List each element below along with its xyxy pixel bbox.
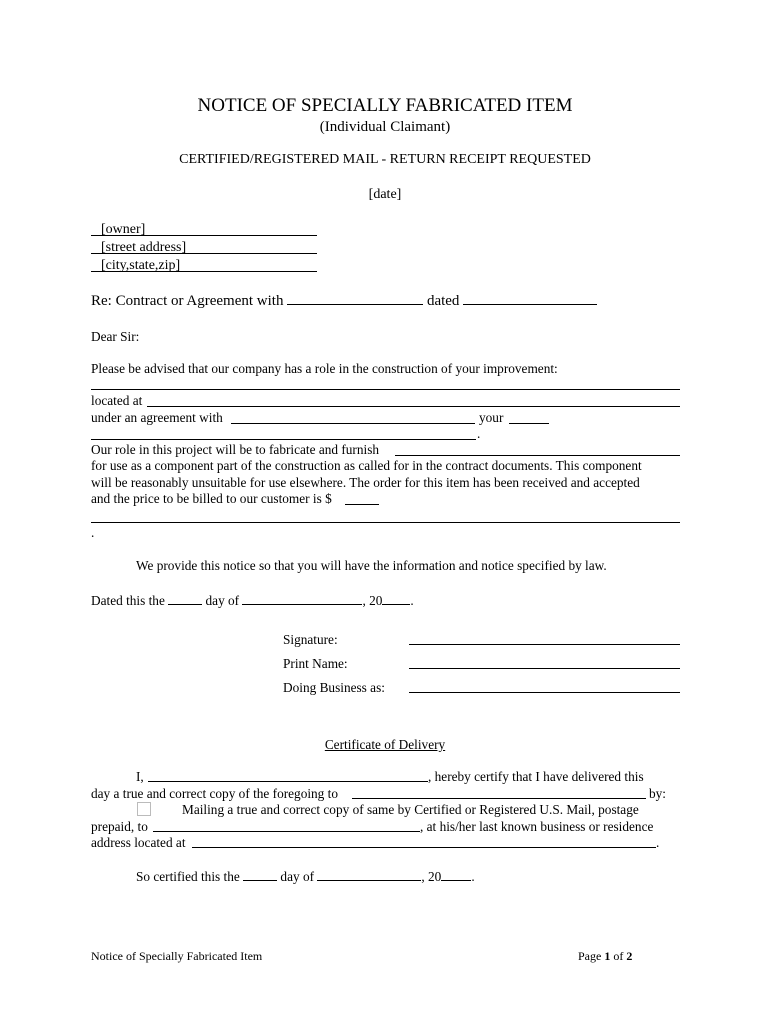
your-label: your: [479, 410, 504, 425]
cert-prepaid-line[interactable]: [153, 831, 420, 832]
your-role-line[interactable]: [509, 423, 549, 424]
agreement-party-line[interactable]: [231, 423, 475, 424]
terms-period: .: [91, 525, 95, 540]
cert-hereby-text: , hereby certify that I have delivered this: [428, 769, 644, 784]
contract-date-blank[interactable]: [463, 292, 597, 305]
unsuitable-text: will be reasonably unsuitable for use elsewhere. The order for this item has been received and accepted: [91, 475, 640, 490]
located-at-label: located at: [91, 393, 143, 408]
dated-year-prefix: , 20: [362, 593, 383, 608]
city-state-zip-field[interactable]: [city,state,zip]: [101, 258, 181, 273]
cert-address-period: .: [656, 835, 660, 850]
page-label: Page: [578, 949, 602, 963]
agreement-continuation-line[interactable]: [91, 439, 476, 440]
cert-name-line[interactable]: [148, 781, 428, 782]
salutation: Dear Sir:: [91, 329, 140, 344]
fabricated-item-line[interactable]: [395, 455, 680, 456]
owner-field[interactable]: [owner]: [101, 222, 146, 237]
cert-address-label: address located at: [91, 835, 186, 850]
notice-paragraph: We provide this notice so that you will have the information and notice specified by law.: [136, 558, 607, 573]
cert-year-blank[interactable]: [441, 868, 471, 881]
dated-year-suffix: .: [410, 593, 414, 608]
print-name-line[interactable]: [409, 668, 680, 669]
cert-day-blank[interactable]: [243, 868, 277, 881]
page-total: 2: [626, 949, 633, 963]
price-text: and the price to be billed to our customer is $: [91, 491, 332, 506]
dba-label: Doing Business as:: [283, 680, 385, 695]
dba-line[interactable]: [409, 692, 680, 693]
dated-line: [91, 592, 414, 609]
re-line-prefix: Re: Contract or Agreement with: [91, 293, 284, 309]
under-agreement-label: under an agreement with: [91, 410, 223, 425]
page-indicator: [578, 949, 632, 963]
document-title: NOTICE OF SPECIALLY FABRICATED ITEM: [197, 95, 573, 116]
cert-year-suffix: .: [471, 869, 475, 884]
additional-terms-line[interactable]: [91, 522, 680, 523]
cert-i-label: I,: [136, 769, 144, 784]
cert-month-blank[interactable]: [317, 868, 421, 881]
re-line-dated: dated: [426, 293, 460, 309]
cert-recipient-line[interactable]: [352, 798, 646, 799]
cert-address-line[interactable]: [192, 847, 656, 848]
street-address-field[interactable]: [street address]: [101, 240, 187, 255]
cert-day-of-label: day of: [280, 869, 315, 884]
intro-paragraph: Please be advised that our company has a role in the construction of your improvement:: [91, 361, 558, 376]
dated-day-of-label: day of: [205, 593, 240, 608]
cert-last-known-text: , at his/her last known business or residence: [420, 819, 654, 834]
agreement-period: .: [477, 426, 481, 441]
signature-line[interactable]: [409, 644, 680, 645]
re-line: [91, 292, 597, 310]
price-blank[interactable]: [345, 504, 379, 505]
dated-this-label: Dated this the: [91, 593, 165, 608]
certificate-heading: Certificate of Delivery: [324, 737, 446, 752]
dated-year-blank[interactable]: [382, 592, 410, 605]
document-subtitle: (Individual Claimant): [319, 119, 451, 135]
footer-title: Notice of Specially Fabricated Item: [91, 949, 263, 963]
dated-day-blank[interactable]: [168, 592, 202, 605]
cert-so-certified-line: [136, 868, 475, 885]
signature-label: Signature:: [283, 632, 338, 647]
role-label: Our role in this project will be to fabricate and furnish: [91, 442, 380, 457]
cert-prepaid-label: prepaid, to: [91, 819, 148, 834]
page-number: 1: [604, 949, 611, 963]
improvement-description-line[interactable]: [91, 389, 680, 390]
print-name-label: Print Name:: [283, 656, 348, 671]
page-of-label: of: [613, 949, 624, 963]
cert-by-label: by:: [649, 786, 666, 801]
contractor-blank[interactable]: [287, 292, 423, 305]
component-text: for use as a component part of the construction as called for in the contract documents. This component: [91, 458, 642, 473]
so-certified-label: So certified this the: [136, 869, 240, 884]
date-placeholder: [date]: [368, 187, 402, 202]
location-line[interactable]: [147, 406, 680, 407]
dated-month-blank[interactable]: [242, 592, 362, 605]
cert-mailing-text: Mailing a true and correct copy of same by Certified or Registered U.S. Mail, postage: [182, 802, 639, 817]
mailing-checkbox[interactable]: [137, 802, 151, 816]
cert-copy-text: day a true and correct copy of the foregoing to: [91, 786, 338, 801]
cert-year-prefix: , 20: [421, 869, 442, 884]
mail-line: CERTIFIED/REGISTERED MAIL - RETURN RECEIPT REQUESTED: [179, 152, 591, 167]
